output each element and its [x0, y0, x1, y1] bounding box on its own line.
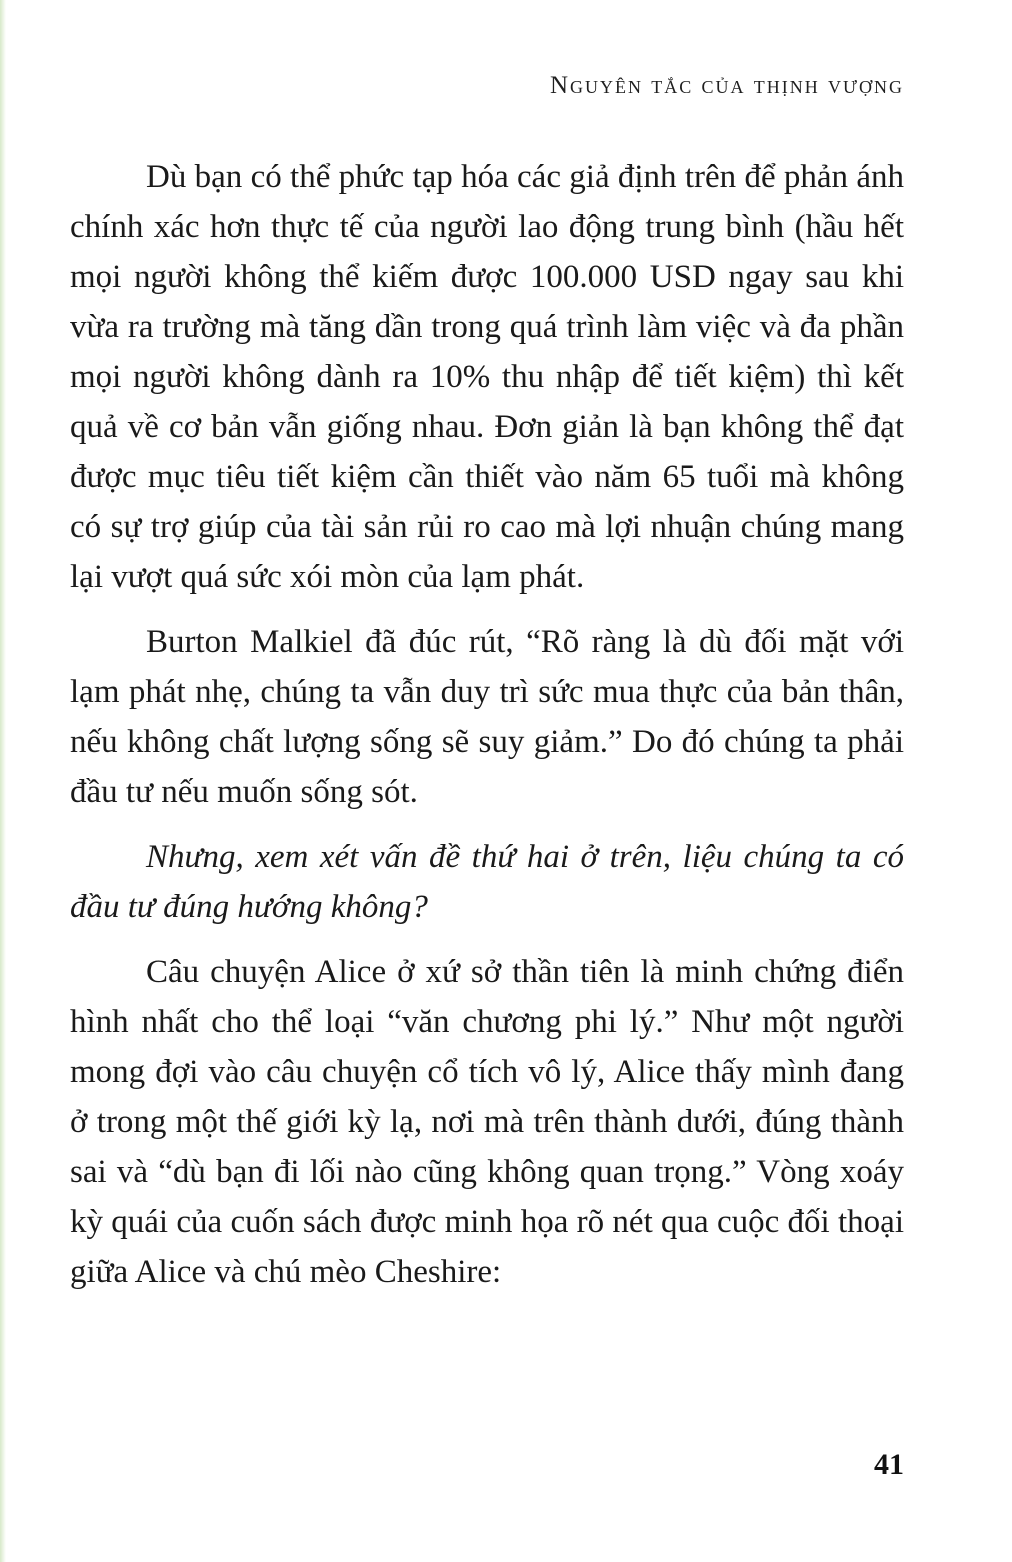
body-text	[70, 152, 904, 1312]
paragraph-italic-question: Nhưng, xem xét vấn đề thứ hai ở trên, liệu chúng ta có đầu tư đúng hướng không?	[70, 839, 904, 925]
paragraph-alice-story: Câu chuyện Alice ở xứ sở thần tiên là minh chứng điển hình nhất cho thể loại “văn chương phi lý.” Như một người mong đợi vào câu chuyện cổ tích vô lý, Alice thấy mình đang ở trong một thế giới kỳ lạ, nơi mà trên thành dưới, đúng thành sai và “dù bạn đi lối nào cũng không quan trọng.” Vòng xoáy kỳ quái của cuốn sách được minh họa rõ nét qua cuộc đối thoại giữa Alice và chú mèo Cheshire:	[70, 954, 904, 1290]
page-edge-tint	[0, 0, 6, 1562]
paragraph-malkiel-quote: Burton Malkiel đã đúc rút, “Rõ ràng là dù đối mặt với lạm phát nhẹ, chúng ta vẫn duy trì sức mua thực của bản thân, nếu không chất lượng sống sẽ suy giảm.” Do đó chúng ta phải đầu tư nếu muốn sống sót.	[70, 624, 904, 810]
page-number: 41	[874, 1448, 904, 1481]
paragraph-savings-assumptions: Dù bạn có thể phức tạp hóa các giả định trên để phản ánh chính xác hơn thực tế của người lao động trung bình (hầu hết mọi người không thể kiếm được 100.000 USD ngay sau khi vừa ra trường mà tăng dần trong quá trình làm việc và đa phần mọi người không dành ra 10% thu nhập để tiết kiệm) thì kết quả về cơ bản vẫn giống nhau. Đơn giản là bạn không thể đạt được mục tiêu tiết kiệm cần thiết vào năm 65 tuổi mà không có sự trợ giúp của tài sản rủi ro cao mà lợi nhuận chúng mang lại vượt quá sức xói mòn của lạm phát.	[70, 159, 904, 595]
running-header: Nguyên tắc của thịnh vượng	[550, 72, 904, 99]
